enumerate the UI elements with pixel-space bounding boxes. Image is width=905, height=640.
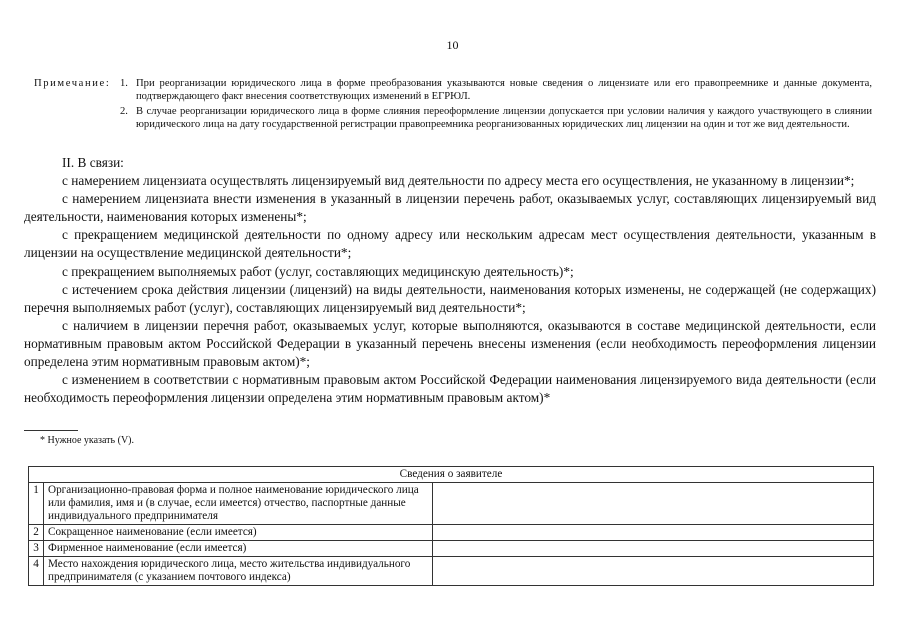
row-value-cell[interactable] (433, 557, 874, 586)
table-header: Сведения о заявителе (29, 467, 874, 483)
row-label: Организационно-правовая форма и полное наименование юридического лица или фамилия, имя и (в случае, если имеется) отчество, паспортные данные индивидуального предпринимателя (44, 483, 433, 525)
note-text: При реорганизации юридического лица в форме преобразования указываются новые сведения о лицензиате или его правопреемнике и данные документа, подтверждающего факт внесения соответствующих изменений в ЕГРЮЛ. (136, 78, 872, 102)
note-item-2 (34, 105, 872, 131)
reason-paragraph: с прекращением выполняемых работ (услуг, составляющих медицинскую деятельность)*; (62, 263, 574, 279)
reason-paragraph: с прекращением медицинской деятельности по одному адресу или нескольким адресам мест осуществления деятельности, указанным в лицензии на осуществление медицинской деятельности*; (24, 227, 876, 261)
reason-paragraph: с намерением лицензиата внести изменения в указанный в лицензии перечень работ, оказываемых услуг, составляющих лицензируемый вид деятельности, наименования которых изменены*; (24, 191, 876, 225)
notes-block (34, 77, 872, 131)
reason-paragraph: с наличием в лицензии перечня работ, оказываемых услуг, которые выполняются, оказываются в составе медицинской деятельности, если нормативным правовым актом Российской Федерации в указанный перечень внесены изменения (если необходимость переоформления лицензии определена этим нормативным правовым актом)*; (24, 317, 876, 370)
row-number: 2 (29, 525, 44, 541)
footnote: * Нужное указать (V). (40, 435, 134, 446)
note-item-1 (34, 77, 872, 103)
table-row (29, 525, 874, 541)
note-text: В случае реорганизации юридического лица в форме слияния переоформление лицензии допускается при условии наличия у каждого участвующего в слиянии юридического лица на дату государственной регистрации правопреемника реорганизованных юридических лиц лицензии на один и тот же вид деятельности. (136, 106, 872, 130)
row-number: 1 (29, 483, 44, 525)
row-label: Место нахождения юридического лица, место жительства индивидуального предпринимателя (с указанием почтового индекса) (44, 557, 433, 586)
reason-paragraph: с изменением в соответствии с нормативным правовым актом Российской Федерации наименования лицензируемого вида деятельности (если необходимость переоформления лицензии определена этим нормативным правовым актом)* (24, 372, 876, 406)
section-heading: II. В связи: (62, 155, 124, 170)
section-ii (24, 154, 876, 407)
row-number: 3 (29, 541, 44, 557)
table-row (29, 557, 874, 586)
footnote-divider (24, 430, 78, 431)
note-number: 1. (120, 78, 128, 89)
row-label: Сокращенное наименование (если имеется) (44, 525, 433, 541)
row-value-cell[interactable] (433, 525, 874, 541)
row-value-cell[interactable] (433, 483, 874, 525)
row-label: Фирменное наименование (если имеется) (44, 541, 433, 557)
table-row (29, 541, 874, 557)
table-header-row (29, 467, 874, 483)
note-number: 2. (120, 106, 128, 117)
row-value-cell[interactable] (433, 541, 874, 557)
row-number: 4 (29, 557, 44, 586)
reason-paragraph: с намерением лицензиата осуществлять лицензируемый вид деятельности по адресу места его осуществления, не указанному в лицензии*; (62, 173, 855, 189)
notes-label: Примечание: (34, 78, 111, 89)
table-row (29, 483, 874, 525)
reason-paragraph: с истечением срока действия лицензии (лицензий) на виды деятельности, наименования которых изменены, не содержащей (не содержащих) перечня выполняемых работ (услуг), составляющих лицензируемый вид деятельности*; (24, 281, 876, 315)
page-number: 10 (446, 38, 459, 52)
applicant-info-table (28, 466, 874, 586)
